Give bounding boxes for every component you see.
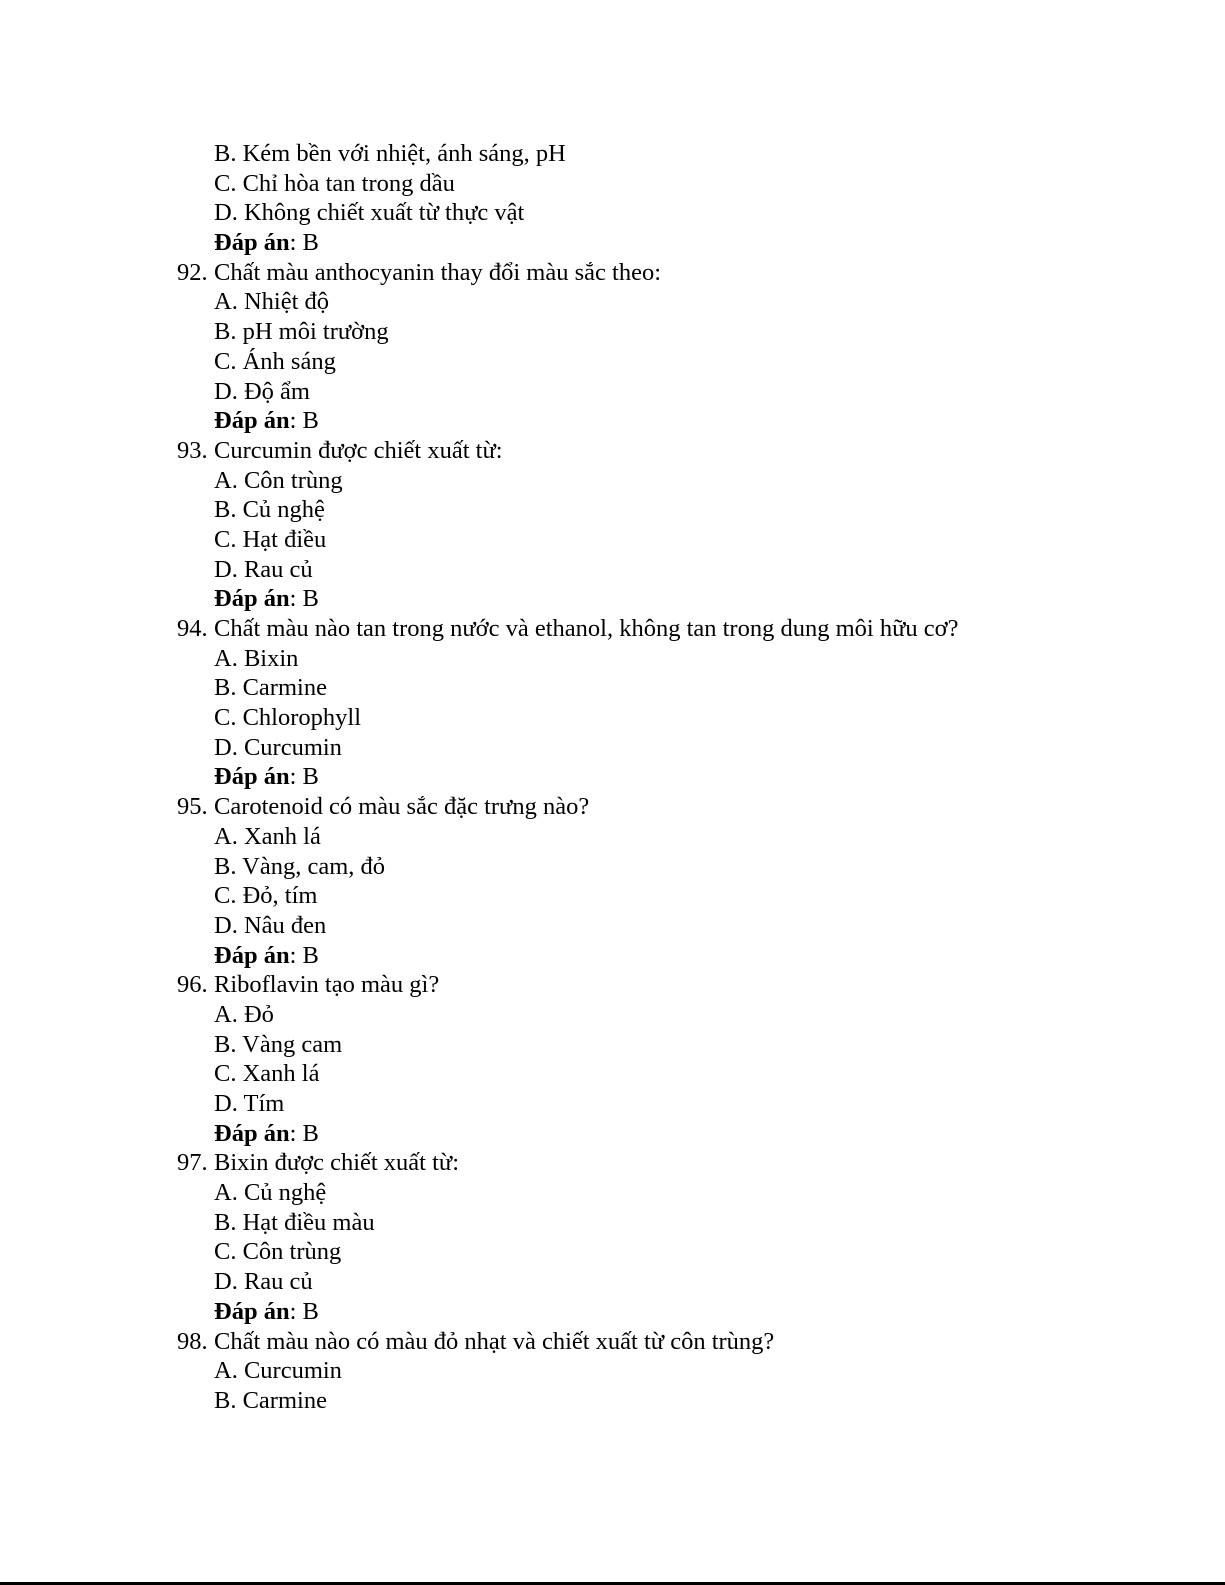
option-line (0, 1267, 1225, 1297)
question-line (0, 1327, 1225, 1357)
answer-key (214, 1119, 319, 1149)
answer-key (214, 584, 319, 614)
option-line (0, 852, 1225, 882)
answer-value: : B (289, 941, 319, 969)
document-page (0, 139, 1225, 1416)
option-line (0, 1030, 1225, 1060)
option-line (0, 139, 1225, 169)
answer-option: C. Xanh lá (214, 1060, 320, 1088)
option-line (0, 198, 1225, 228)
answer-line (0, 1119, 1225, 1149)
answer-option: A. Curcumin (214, 1357, 342, 1385)
question-line (0, 436, 1225, 466)
option-line (0, 525, 1225, 555)
answer-option: D. Tím (214, 1090, 285, 1117)
question-block (0, 139, 1225, 258)
answer-line (0, 762, 1225, 792)
answer-label: Đáp án (214, 1297, 290, 1325)
answer-option: B. pH môi trường (214, 318, 389, 346)
answer-option: D. Rau củ (214, 555, 313, 583)
answer-line (0, 406, 1225, 436)
answer-label: Đáp án (214, 1119, 290, 1147)
option-line (0, 1208, 1225, 1238)
answer-option: D. Không chiết xuất từ thực vật (214, 199, 525, 227)
question-block (0, 258, 1225, 436)
option-line (0, 377, 1225, 407)
option-line (0, 911, 1225, 941)
option-line (0, 673, 1225, 703)
question-line (0, 1148, 1225, 1178)
answer-option: A. Đỏ (214, 1000, 274, 1028)
question-list (0, 139, 1225, 1416)
answer-label: Đáp án (214, 941, 290, 969)
question-block (0, 1327, 1225, 1416)
answer-option: B. Củ nghệ (214, 496, 325, 524)
answer-value: : B (289, 229, 319, 257)
answer-option: B. Kém bền với nhiệt, ánh sáng, pH (214, 140, 566, 167)
question-text: Chất màu anthocyanin thay đổi màu sắc theo: (214, 258, 662, 286)
question-line (0, 614, 1225, 644)
question-text: Bixin được chiết xuất từ: (214, 1149, 459, 1177)
question-number: 92. (177, 258, 208, 286)
answer-line (0, 584, 1225, 614)
option-line (0, 703, 1225, 733)
answer-option: C. Chỉ hòa tan trong dầu (214, 169, 455, 197)
answer-option: C. Hạt điều (214, 525, 327, 553)
option-line (0, 466, 1225, 496)
answer-option: B. Carmine (214, 1386, 327, 1414)
answer-value: : B (289, 763, 319, 791)
question-block (0, 436, 1225, 614)
option-line (0, 881, 1225, 911)
answer-option: A. Nhiệt độ (214, 288, 329, 316)
question-block (0, 1148, 1225, 1326)
answer-option: C. Ánh sáng (214, 347, 336, 375)
answer-option: C. Côn trùng (214, 1238, 342, 1266)
answer-option: D. Nâu đen (214, 911, 327, 939)
answer-value: : B (289, 407, 319, 435)
answer-option: D. Curcumin (214, 733, 342, 761)
option-line (0, 1089, 1225, 1119)
question-number: 94. (177, 615, 208, 642)
option-line (0, 169, 1225, 199)
answer-value: : B (289, 585, 319, 613)
answer-label: Đáp án (214, 585, 290, 613)
question-number: 95. (177, 793, 208, 821)
answer-option: A. Côn trùng (214, 466, 343, 494)
option-line (0, 1386, 1225, 1416)
question-text: Chất màu nào tan trong nước và ethanol, không tan trong dung môi hữu cơ? (214, 615, 959, 642)
answer-option: B. Vàng, cam, đỏ (214, 852, 386, 880)
option-line (0, 1237, 1225, 1267)
option-line (0, 287, 1225, 317)
answer-option: D. Rau củ (214, 1268, 313, 1296)
answer-key (214, 1297, 319, 1327)
question-number: 93. (177, 436, 208, 464)
answer-value: : B (289, 1297, 319, 1325)
answer-option: B. Carmine (214, 674, 327, 702)
option-line (0, 644, 1225, 674)
question-text: Chất màu nào có màu đỏ nhạt và chiết xuất từ côn trùng? (214, 1327, 775, 1355)
answer-option: C. Chlorophyll (214, 704, 362, 732)
option-line (0, 1178, 1225, 1208)
option-line (0, 317, 1225, 347)
answer-option: B. Hạt điều màu (214, 1208, 375, 1236)
question-text: Riboflavin tạo màu gì? (214, 971, 440, 999)
answer-option: D. Độ ẩm (214, 377, 310, 405)
answer-line (0, 1297, 1225, 1327)
answer-option: A. Bixin (214, 644, 299, 672)
answer-key (214, 406, 319, 436)
question-block (0, 614, 1225, 792)
question-block (0, 792, 1225, 970)
option-line (0, 1059, 1225, 1089)
answer-option: A. Củ nghệ (214, 1179, 327, 1207)
option-line (0, 347, 1225, 377)
question-text: Curcumin được chiết xuất từ: (214, 436, 503, 464)
question-line (0, 970, 1225, 1000)
answer-key (214, 762, 319, 792)
question-number: 97. (177, 1149, 208, 1177)
question-number: 96. (177, 971, 208, 999)
option-line (0, 822, 1225, 852)
answer-key (214, 941, 319, 971)
option-line (0, 555, 1225, 585)
answer-line (0, 941, 1225, 971)
answer-line (0, 228, 1225, 258)
question-number: 98. (177, 1327, 208, 1355)
answer-label: Đáp án (214, 763, 290, 791)
question-text: Carotenoid có màu sắc đặc trưng nào? (214, 793, 590, 821)
question-block (0, 970, 1225, 1148)
answer-option: B. Vàng cam (214, 1030, 343, 1058)
option-line (0, 733, 1225, 763)
answer-label: Đáp án (214, 229, 290, 257)
answer-key (214, 228, 319, 258)
question-line (0, 792, 1225, 822)
option-line (0, 1356, 1225, 1386)
answer-option: A. Xanh lá (214, 822, 321, 850)
question-line (0, 258, 1225, 288)
answer-label: Đáp án (214, 407, 290, 435)
option-line (0, 495, 1225, 525)
answer-option: C. Đỏ, tím (214, 882, 318, 910)
option-line (0, 1000, 1225, 1030)
answer-value: : B (289, 1119, 319, 1147)
